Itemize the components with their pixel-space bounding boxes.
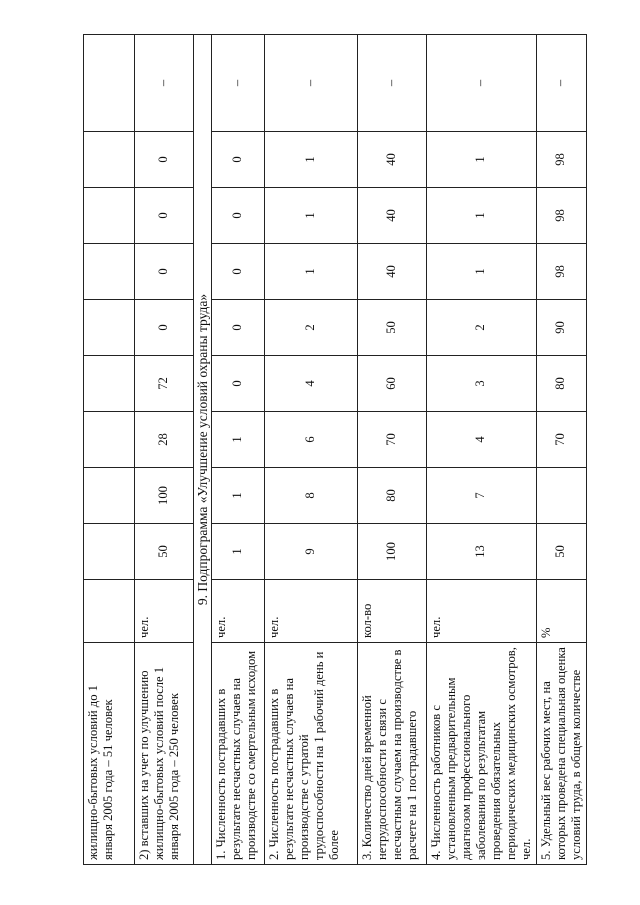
value-cell: 28	[135, 412, 194, 468]
value-cell: 4	[427, 412, 537, 468]
value-cell: 0	[135, 132, 194, 188]
table-row	[135, 35, 194, 865]
value-cell	[84, 188, 135, 244]
table-row	[265, 35, 358, 865]
value-cell: 98	[537, 132, 587, 188]
value-cell: 90	[537, 300, 587, 356]
value-cell: 70	[358, 412, 427, 468]
unit-cell: чел.	[427, 580, 537, 643]
value-cell: 1	[265, 244, 358, 300]
table-row	[427, 35, 537, 865]
value-cell	[84, 35, 135, 132]
value-cell: 8	[265, 468, 358, 524]
unit-cell: чел.	[265, 580, 358, 643]
value-cell	[84, 412, 135, 468]
value-cell: 7	[427, 468, 537, 524]
value-cell: 2	[427, 300, 537, 356]
table-row	[358, 35, 427, 865]
value-cell: –	[265, 35, 358, 132]
indicator-name-cell: 1. Численность пострадавших в результате несчастных случаев на производстве со смертельным исходом	[212, 643, 265, 865]
indicator-name-cell: 2. Численность пострадавших в результате несчастных случаев на производстве с утратой трудоспособности на 1 рабочий день и более	[265, 643, 358, 865]
table-row	[84, 35, 135, 865]
unit-cell: кол-во	[358, 580, 427, 643]
value-cell: –	[358, 35, 427, 132]
value-cell	[84, 524, 135, 580]
value-cell: –	[537, 35, 587, 132]
indicators-table	[83, 34, 587, 865]
value-cell: 1	[212, 524, 265, 580]
value-cell	[537, 468, 587, 524]
indicator-name-cell: 4. Численность работников с установленным предварительным диагнозом профессионального заболевания по результатам проведения обязательных периодических медицинских осмотров, чел.	[427, 643, 537, 865]
indicator-name-cell: 5. Удельный вес рабочих мест, на которых проведена специальная оценка условий труда, в общем количестве	[537, 643, 587, 865]
indicator-name-cell: 2) вставших на учет по улучшению жилищно-бытовых условий после 1 января 2005 года – 250 человек	[135, 643, 194, 865]
value-cell: 1	[427, 132, 537, 188]
value-cell: 40	[358, 132, 427, 188]
value-cell: 0	[135, 244, 194, 300]
value-cell: 98	[537, 188, 587, 244]
value-cell	[84, 300, 135, 356]
value-cell: –	[135, 35, 194, 132]
rotated-table-wrapper	[83, 35, 583, 865]
table-row	[537, 35, 587, 865]
value-cell: 0	[212, 188, 265, 244]
unit-cell: чел.	[135, 580, 194, 643]
value-cell: 0	[212, 244, 265, 300]
value-cell: 98	[537, 244, 587, 300]
value-cell: 80	[537, 356, 587, 412]
unit-cell	[84, 580, 135, 643]
value-cell: 80	[358, 468, 427, 524]
value-cell: 100	[358, 524, 427, 580]
value-cell: –	[212, 35, 265, 132]
value-cell: 60	[358, 356, 427, 412]
value-cell: 13	[427, 524, 537, 580]
value-cell: 4	[265, 356, 358, 412]
value-cell: 70	[537, 412, 587, 468]
value-cell: 40	[358, 244, 427, 300]
table-body-top	[84, 35, 194, 865]
value-cell: 0	[135, 188, 194, 244]
value-cell: 0	[212, 300, 265, 356]
value-cell: 1	[265, 132, 358, 188]
value-cell	[84, 356, 135, 412]
table-row	[212, 35, 265, 865]
value-cell: 40	[358, 188, 427, 244]
value-cell: 3	[427, 356, 537, 412]
value-cell: 1	[212, 412, 265, 468]
value-cell: 50	[358, 300, 427, 356]
value-cell: 1	[427, 244, 537, 300]
value-cell: 1	[212, 468, 265, 524]
indicator-name-cell: 3. Количество дней временной нетрудоспособности в связи с несчастным случаем на производстве в расчете на 1 пострадавшего	[358, 643, 427, 865]
section-header-row	[194, 35, 212, 865]
value-cell: 1	[427, 188, 537, 244]
section-header-group	[194, 35, 212, 865]
value-cell	[84, 132, 135, 188]
value-cell: 0	[212, 132, 265, 188]
section-title: 9. Подпрограмма «Улучшение условий охраны труда»	[194, 35, 212, 865]
value-cell: 50	[537, 524, 587, 580]
value-cell: 1	[265, 188, 358, 244]
value-cell: 0	[135, 300, 194, 356]
indicator-name-cell: жилищно-бытовых условий до 1 января 2005 года – 51 человек	[84, 643, 135, 865]
value-cell: 2	[265, 300, 358, 356]
value-cell	[84, 244, 135, 300]
table-body-bottom	[212, 35, 587, 865]
unit-cell: чел.	[212, 580, 265, 643]
unit-cell: %	[537, 580, 587, 643]
value-cell	[84, 468, 135, 524]
value-cell: 0	[212, 356, 265, 412]
value-cell: 72	[135, 356, 194, 412]
value-cell: –	[427, 35, 537, 132]
value-cell: 100	[135, 468, 194, 524]
value-cell: 9	[265, 524, 358, 580]
value-cell: 6	[265, 412, 358, 468]
value-cell: 50	[135, 524, 194, 580]
